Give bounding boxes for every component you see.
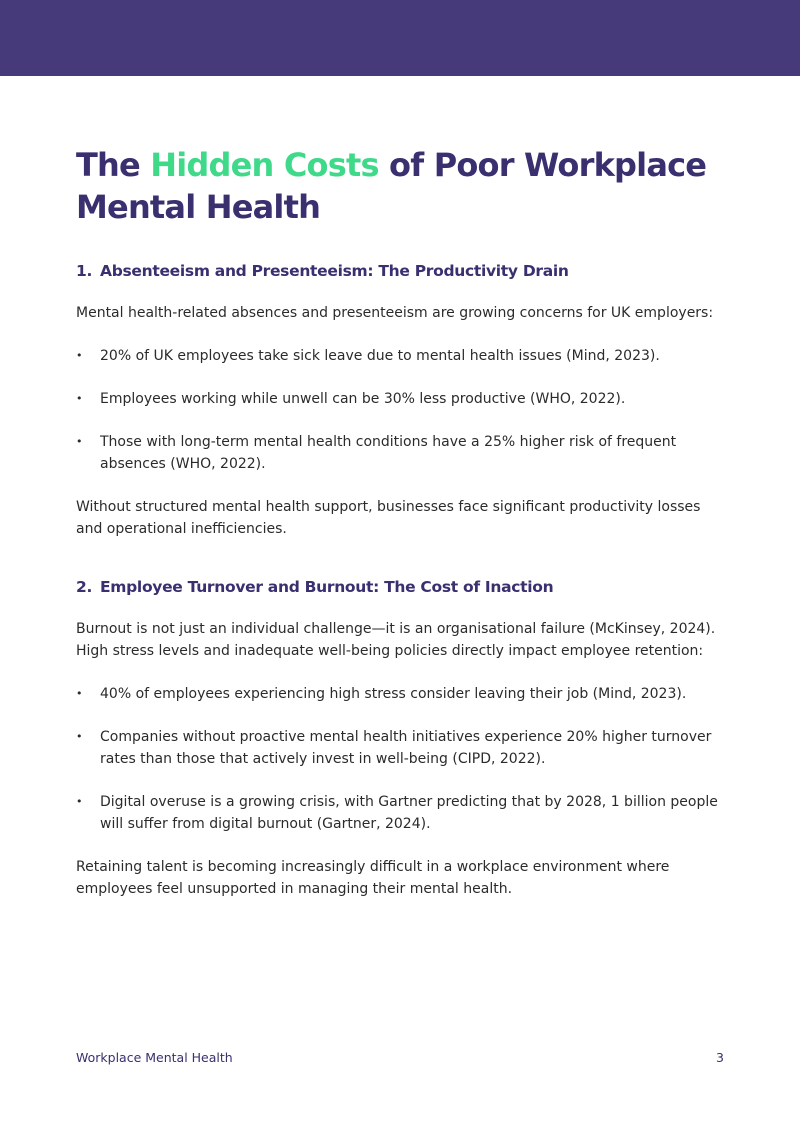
- section-title: Absenteeism and Presenteeism: The Productivity Drain: [100, 262, 569, 280]
- section-heading-turnover: [76, 578, 726, 596]
- list-item-text: Employees working while unwell can be 30% less productive (WHO, 2022).: [100, 391, 626, 407]
- title-highlight: Hidden Costs: [150, 146, 379, 184]
- section-closing: Without structured mental health support, businesses face significant productivity losses and operational inefficiencies.: [76, 499, 701, 537]
- list-item-text: Digital overuse is a growing crisis, with Gartner predicting that by 2028, 1 billion people will suffer from digital burnout (Gartner, 2024).: [100, 794, 718, 832]
- section-number: 2.: [76, 578, 93, 596]
- footer-label: Workplace Mental Health: [76, 1050, 233, 1065]
- page-footer: [76, 1050, 724, 1065]
- bullet-icon: •: [76, 795, 83, 808]
- section-intro: Mental health-related absences and presenteeism are growing concerns for UK employers:: [76, 305, 714, 321]
- list-item-text: Companies without proactive mental health initiatives experience 20% higher turnover rates than those that actively invest in well-being (CIPD, 2022).: [100, 729, 712, 767]
- section-number: 1.: [76, 262, 93, 280]
- list-item-text: 40% of employees experiencing high stress consider leaving their job (Mind, 2023).: [100, 686, 687, 702]
- bullet-list: [76, 345, 726, 475]
- section-heading-absenteeism: [76, 262, 726, 280]
- title-part-2: of Poor Workplace Mental Health: [76, 146, 707, 226]
- title-part-1: The: [76, 146, 151, 184]
- page-content: [76, 144, 726, 900]
- section-closing: Retaining talent is becoming increasingly difficult in a workplace environment where employees feel unsupported in managing their mental health.: [76, 859, 670, 897]
- bullet-icon: •: [76, 392, 83, 405]
- list-item: [76, 683, 726, 705]
- section-title: Employee Turnover and Burnout: The Cost of Inaction: [100, 578, 554, 596]
- page-number: 3: [716, 1050, 724, 1065]
- list-item: [76, 791, 726, 835]
- list-item-text: 20% of UK employees take sick leave due to mental health issues (Mind, 2023).: [100, 348, 660, 364]
- header-band: [0, 0, 800, 76]
- list-item: [76, 388, 726, 410]
- bullet-icon: •: [76, 349, 83, 362]
- bullet-list: [76, 683, 726, 835]
- bullet-icon: •: [76, 687, 83, 700]
- bullet-icon: •: [76, 435, 83, 448]
- list-item: [76, 726, 726, 770]
- bullet-icon: •: [76, 730, 83, 743]
- list-item: [76, 431, 726, 475]
- page-title: [76, 144, 726, 228]
- list-item: [76, 345, 726, 367]
- section-intro: Burnout is not just an individual challenge—it is an organisational failure (McKinsey, 2024). High stress levels and inadequate well-being policies directly impact employee retention:: [76, 621, 716, 659]
- list-item-text: Those with long-term mental health conditions have a 25% higher risk of frequent absences (WHO, 2022).: [100, 434, 677, 472]
